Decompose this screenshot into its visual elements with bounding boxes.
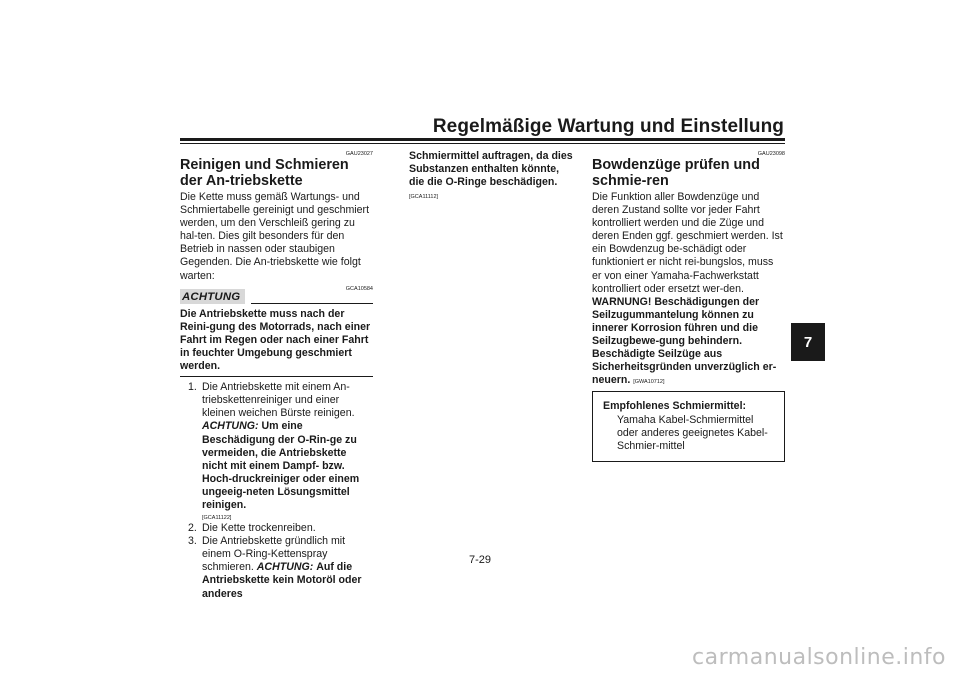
section-title-chain: Reinigen und Schmieren der An-triebskette [180,157,349,189]
step-warning-text: Auf die Antriebskette kein Motoröl oder anderes [202,561,362,600]
section-title-cables: Bowdenzüge prüfen und schmie-ren [592,157,760,189]
page-number: 7-29 [468,554,492,566]
page-title: Regelmäßige Wartung und Einstellung [432,116,784,137]
header-rule-thin [180,143,785,144]
step-warning-label: ACHTUNG: [256,561,314,574]
chapter-tab[interactable]: 7 [791,323,825,361]
step-number: 3. [188,535,197,548]
list-item [180,381,373,522]
watermark: carmanualsonline.info [692,645,946,670]
section-intro [592,191,785,387]
spec-label: Empfohlenes Schmiermittel: [603,400,747,413]
notice-label: ACHTUNG [180,289,245,304]
cables-warning: WARNUNG! Beschädigungen der Seilzugummantelung können zu innerer Korrosion führen und die Seilzugbewe-gung behindern. Beschädigte Seilzüge aus Sicherheitsgründen unverzüglich er-neuern. [592,295,777,387]
spec-value: Yamaha Kabel-Schmiermittel oder anderes geeignetes Kabel-Schmier-mittel [617,413,768,452]
step-text: Die Kette trockenreiben. [202,522,316,535]
step-text: Die Antriebskette gründlich mit einem O-Ring-Kettenspray schmieren. [202,535,346,574]
list-item [180,535,373,600]
notice-code: GCA10584 [345,285,373,292]
notice-rule [251,303,373,304]
step-number: 2. [188,522,197,535]
cables-warning-code: [GWA10712] [633,379,665,386]
notice-text: Die Antriebskette muss nach der Reini-gung des Motorrads, nach einer Fahrt im Regen oder nach einer Fahrt in feuchter Umgebung geschmiert werden. [180,307,371,373]
step-text: Die Antriebskette mit einem An-triebskettenreiniger und einer kleinen weichen Bürste reinigen. [202,381,355,420]
spec-box [592,391,785,461]
notice-header [180,289,373,304]
continued-text [409,150,574,202]
steps-list [180,381,373,601]
notice-block [180,285,373,377]
section-code: GAU23027 [345,151,373,157]
header-rule [180,138,785,141]
section-intro: Die Kette muss gemäß Wartungs- und Schmiertabelle gereinigt und geschmiert werden, um den Verschleiß gering zu hal-ten. Dies gilt besonders für den Betrieb in nassen oder staubigen Gegenden. Die An-triebskette wie folgt warten: [180,191,370,282]
step-warning-label: ACHTUNG: [202,420,259,433]
notice-end-rule [180,376,373,377]
step-code: [GCA11122] [202,515,232,522]
continued-warning: Schmiermittel auftragen, da dies Substanzen enthalten könnte, die die O-Ringe beschädigen. [409,150,573,189]
column-middle [409,150,574,202]
section-code: GAU23098 [757,151,785,157]
step-warning-text: Um eine Beschädigung der O-Rin-ge zu vermeiden, die Antriebskette nicht mit einem Dampf- bzw. Hoch-druckreiniger oder einem ungeeig-neten Lösungsmittel reinigen. [202,420,360,511]
column-left [180,150,373,601]
cables-intro-text: Die Funktion aller Bowdenzüge und deren Zustand sollte vor jeder Fahrt kontrolliert werden und die Züge und deren Enden ggf. geschmiert werden. Ist ein Bowdenzug be-schädigt oder funktioniert er nicht rei-bungslos, muss er von einer Yamaha-Fachwerkstatt kontrolliert oder ersetzt wer-den. [592,191,783,295]
continued-code: [GCA11112] [409,194,439,201]
column-right [592,150,785,462]
step-number: 1. [188,381,197,394]
list-item [180,522,373,535]
